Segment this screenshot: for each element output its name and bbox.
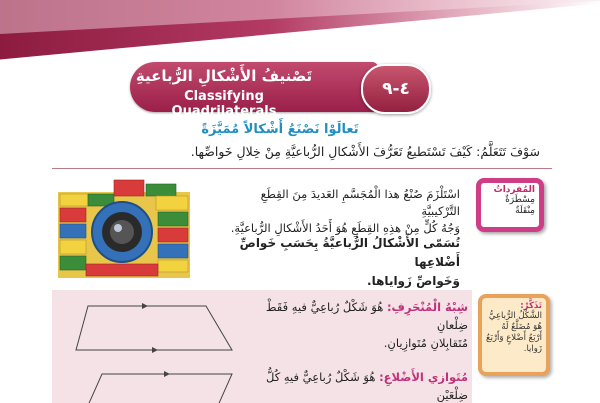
trapezoid-text-2: مُتَقابِلانِ مُتَوازِيانِ. bbox=[383, 336, 468, 350]
lesson-title-banner bbox=[130, 62, 378, 119]
intro-paragraph bbox=[222, 186, 460, 237]
intro-line-2: وَجُهُ كُلٍّ مِنْ هذِهِ القِطَعِ هُوَ أَحَدُ الأَشْكالِ الرُّباعيَّةِ. bbox=[230, 221, 460, 235]
trapezoid-figure bbox=[76, 306, 232, 350]
intro-line-1: اسْتَلْزَمَ صُنْعُ هذا الْمُجَسَّمِ العَديدَ مِنَ القِطَعِ التَّرْكيبيَّةِ bbox=[260, 187, 460, 218]
vocabulary-card bbox=[476, 178, 544, 232]
trapezoid-term: شِبْهُ الْمُنْحَرِفِ: bbox=[386, 300, 468, 314]
reminder-card bbox=[478, 294, 550, 376]
parallel-arrow-icon bbox=[142, 303, 148, 309]
block-camera-illustration bbox=[58, 178, 190, 278]
quadrilateral-figures bbox=[56, 292, 244, 403]
lesson-number-badge: ٤-٩ bbox=[361, 64, 431, 114]
vocabulary-title: المُفرداتُ bbox=[493, 185, 535, 195]
lesson-subtitle: تَعالَوْا نَصْنَعُ أَشْكالاً مُمَيَّزَةً bbox=[201, 122, 359, 137]
top-banner bbox=[0, 0, 600, 62]
vocabulary-item: مِسْطَرَةٌ bbox=[505, 195, 535, 205]
parallel-arrow-icon bbox=[152, 347, 158, 353]
parallelogram-text-1: هُوَ شَكْلٌ رُباعِيٌّ فيهِ كُلُّ ضِلْعَيْنِ bbox=[266, 370, 468, 402]
learning-objective: سَوْفَ تَتَعَلَّمُ: كَيْفَ تَسْتَطيعُ تَعَرُّفَ الأَشْكالِ الرُّباعيَّةِ مِنْ خِلالِ خَواصِّها. bbox=[190, 144, 540, 159]
classification-statement bbox=[212, 234, 460, 291]
parallelogram-definition bbox=[250, 368, 468, 403]
parallelogram-figure bbox=[86, 374, 232, 403]
parallel-arrow-icon bbox=[164, 371, 170, 377]
lesson-title-arabic: تَصْنيفُ الأَشْكالِ الرُّباعيةِ bbox=[135, 67, 313, 85]
trapezoid-text-1: هُوَ شَكْلٌ رُباعِيٌّ فيهِ فَقَطْ ضِلْعانِ bbox=[265, 300, 468, 332]
trapezoid-definition bbox=[250, 298, 468, 352]
lesson-title-english: Classifying Quadrilaterals bbox=[171, 89, 277, 119]
section-divider bbox=[52, 168, 552, 169]
reminder-text: الشَّكْلُ الرُّباعِيُّ هُوَ مُضَلَّعٌ لَهُ أَرْبَعُ أَضْلاعٍ وَأَرْبَعُ زَوايا. bbox=[486, 311, 542, 354]
intro-line-3: تُسَمّى الأَشْكالُ الرُّباعيَّةُ بِحَسَبِ خَواصِّ أَضْلاعِها bbox=[239, 236, 460, 269]
intro-line-4: وَخَواصِّ زَواياها. bbox=[367, 274, 460, 288]
vocabulary-item: مِنْقَلَةٌ bbox=[515, 206, 535, 216]
parallelogram-term: مُتَوازي الأَضْلاعِ: bbox=[379, 370, 468, 384]
reminder-title: تَذَكَّرْ: bbox=[520, 301, 542, 311]
